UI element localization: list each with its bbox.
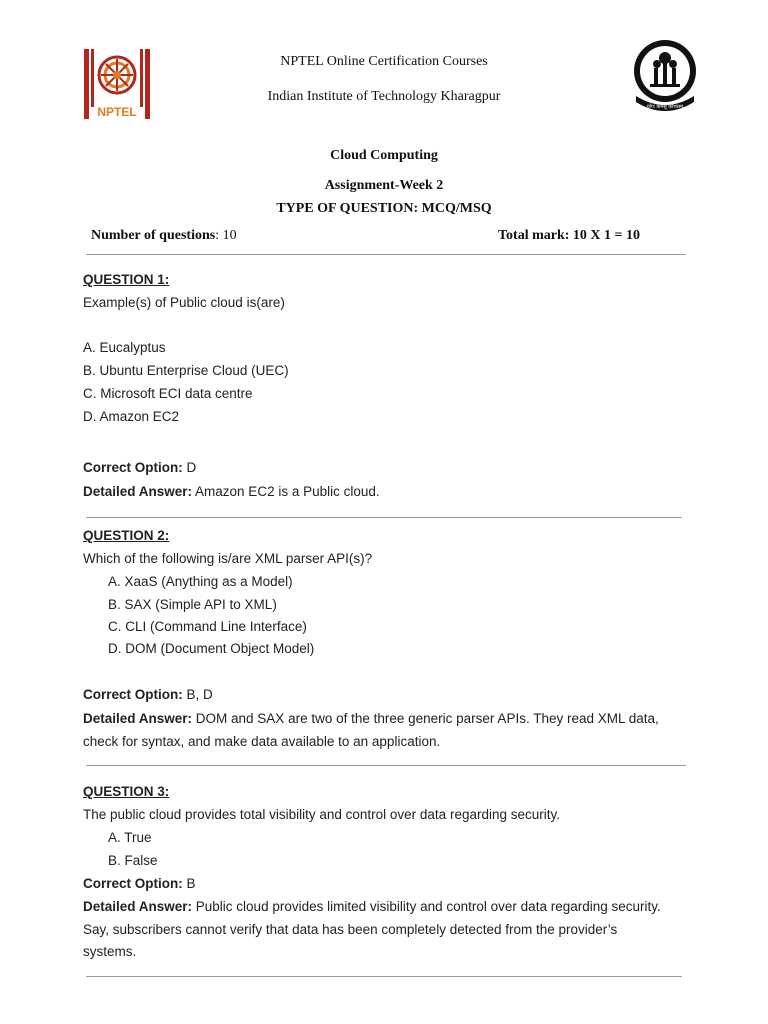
option-b: B. Ubuntu Enterprise Cloud (UEC) [83,363,289,378]
option-a: A. True [108,830,152,845]
correct-option-value: D [182,460,197,475]
detailed-answer [83,711,659,726]
correct-option-label: Correct Option: [83,687,183,702]
detailed-answer [83,899,661,914]
correct-option [83,687,213,702]
option-a: A. XaaS (Anything as a Model) [108,574,293,589]
correct-option-value: B [182,876,196,891]
detailed-answer-text: Public cloud provides limited visibility and control over data regarding security. [192,899,661,914]
detailed-answer-continued: Say, subscribers cannot verify that data has been completely detected from the provider’s [83,922,618,937]
num-questions-value: : 10 [215,228,237,243]
question-prompt: Example(s) of Public cloud is(are) [83,295,285,310]
option-d: D. Amazon EC2 [83,409,180,424]
nptel-logo-text: NPTEL [97,105,137,119]
option-a: A. Eucalyptus [83,340,166,355]
question-title: QUESTION 3: [83,784,170,799]
num-questions-label: Number of questions [91,228,216,243]
option-c: C. Microsoft ECI data centre [83,386,253,401]
detailed-answer-label: Detailed Answer: [83,484,193,499]
correct-option-label: Correct Option: [83,876,183,891]
institute-line: Indian Institute of Technology Kharagpur [267,89,501,104]
header-divider [86,254,686,255]
question-title: QUESTION 1: [83,272,170,287]
assignment-title: Assignment-Week 2 [324,178,444,193]
option-b: B. False [108,853,158,868]
detailed-answer [83,484,380,499]
correct-option-label: Correct Option: [83,460,183,475]
correct-option [83,876,196,891]
question-title: QUESTION 2: [83,528,170,543]
detailed-answer-text: Amazon EC2 is a Public cloud. [192,484,380,499]
emblem-motto: योगः कर्मसु कौशलम् [646,104,684,110]
question-divider [86,765,686,766]
detailed-answer-continued: check for syntax, and make data available to an application. [83,734,441,749]
option-b: B. SAX (Simple API to XML) [108,597,277,612]
question-divider [86,517,682,518]
correct-option-value: B, D [182,687,213,702]
course-title: Cloud Computing [330,148,438,163]
question-prompt: The public cloud provides total visibility and control over data regarding security. [83,807,560,822]
question-type: TYPE OF QUESTION: MCQ/MSQ [276,201,492,216]
correct-option [83,460,196,475]
num-questions [91,228,237,244]
detailed-answer-continued: systems. [83,944,137,959]
detailed-answer-label: Detailed Answer: [83,899,193,914]
org-line: NPTEL Online Certification Courses [280,54,488,69]
detailed-answer-text: DOM and SAX are two of the three generic parser APIs. They read XML data, [192,711,659,726]
question-prompt: Which of the following is/are XML parser API(s)? [83,551,373,566]
option-d: D. DOM (Document Object Model) [108,641,315,656]
option-c: C. CLI (Command Line Interface) [108,619,307,634]
total-mark: Total mark: 10 X 1 = 10 [498,228,641,243]
detailed-answer-label: Detailed Answer: [83,711,193,726]
question-divider [86,976,682,977]
